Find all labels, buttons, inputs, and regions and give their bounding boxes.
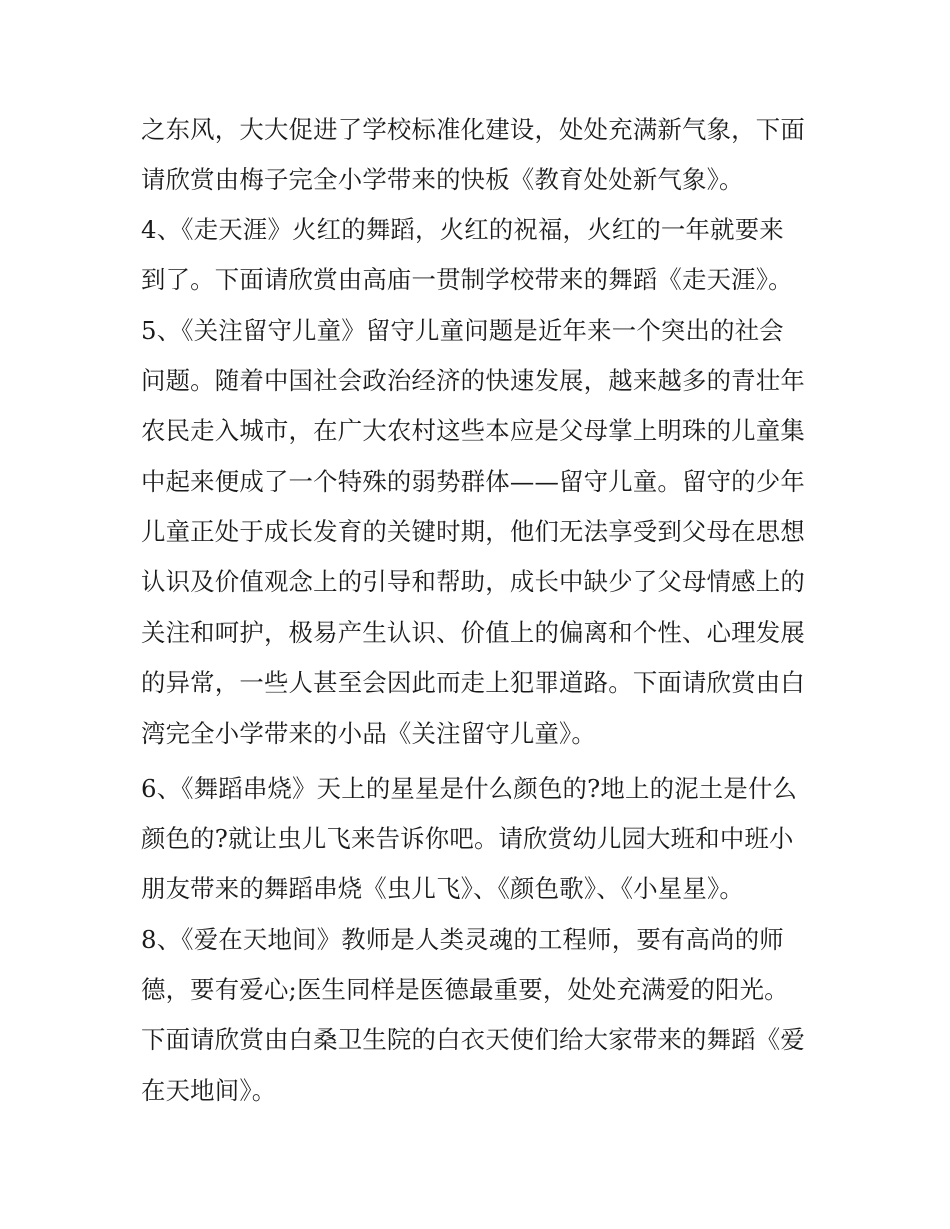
text-line: 8、《爱在天地间》教师是人类灵魂的工程师，要有高尚的师 <box>141 925 784 954</box>
text-line: 认识及价值观念上的引导和帮助，成长中缺少了父母情感上的 <box>141 567 805 596</box>
text-line: 的异常，一些人甚至会因此而走上犯罪道路。下面请欣赏由白 <box>141 668 805 697</box>
text-line: 之东风，大大促进了学校标准化建设，处处充满新气象，下面 <box>141 115 805 144</box>
text-line: 湾完全小学带来的小品《关注留守儿童》。 <box>141 719 597 748</box>
text-line: 4、《走天涯》火红的舞蹈，火红的祝福，火红的一年就要来 <box>141 215 784 244</box>
text-line: 5、《关注留守儿童》留守儿童问题是近年来一个突出的社会 <box>141 316 784 345</box>
text-line: 在天地间》。 <box>141 1076 277 1105</box>
text-line: 问题。随着中国社会政治经济的快速发展，越来越多的青壮年 <box>141 366 805 395</box>
text-line: 德，要有爱心;医生同样是医德最重要，处处充满爱的阳光。 <box>141 975 789 1004</box>
text-line: 到了。下面请欣赏由高庙一贯制学校带来的舞蹈《走天涯》。 <box>141 265 793 294</box>
text-line: 颜色的?就让虫儿飞来告诉你吧。请欣赏幼儿园大班和中班小 <box>141 824 794 853</box>
text-line: 关注和呵护，极易产生认识、价值上的偏离和个性、心理发展 <box>141 618 805 647</box>
text-line: 朋友带来的舞蹈串烧《虫儿飞》、《颜色歌》、《小星星》。 <box>141 874 744 903</box>
text-line: 中起来便成了一个特殊的弱势群体——留守儿童。留守的少年 <box>141 467 805 496</box>
text-line: 儿童正处于成长发育的关键时期，他们无法享受到父母在思想 <box>141 517 805 546</box>
text-line: 请欣赏由梅子完全小学带来的快板《教育处处新气象》。 <box>141 165 744 194</box>
text-line: 6、《舞蹈串烧》天上的星星是什么颜色的?地上的泥土是什么 <box>141 774 798 803</box>
text-line: 下面请欣赏由白桑卫生院的白衣天使们给大家带来的舞蹈《爱 <box>141 1025 805 1054</box>
text-line: 农民走入城市，在广大农村这些本应是父母掌上明珠的儿童集 <box>141 416 805 445</box>
